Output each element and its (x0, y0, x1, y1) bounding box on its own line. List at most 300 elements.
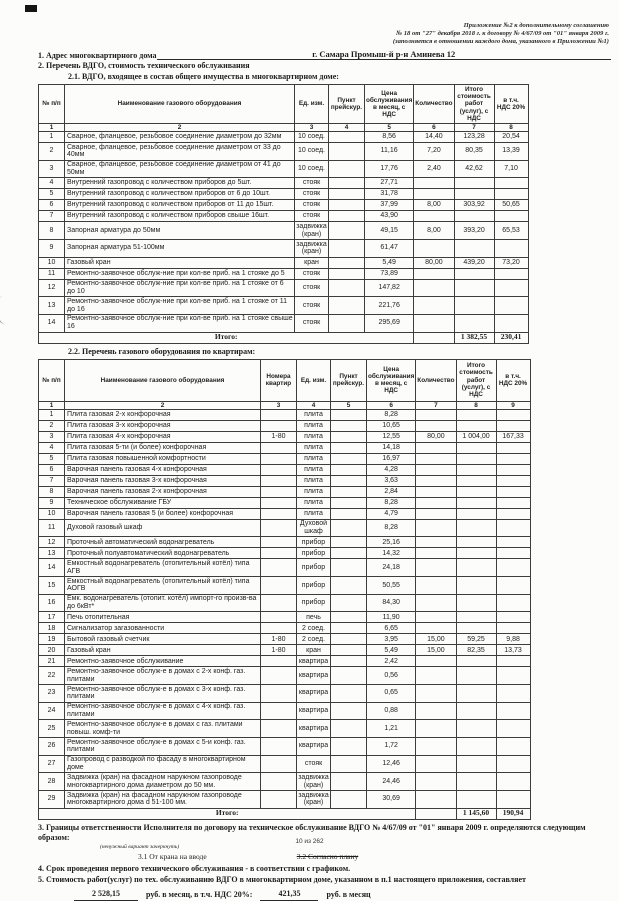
cost-end-label: руб. в месяц (326, 889, 371, 899)
cell-vat: 73,20 (494, 257, 528, 268)
vat-cost-value: 421,35 (260, 887, 318, 901)
cell-unit: печь (297, 612, 331, 623)
cell-vat (496, 453, 530, 464)
table-row (39, 645, 531, 656)
cell-punkt (329, 257, 365, 268)
cell-punkt (331, 420, 367, 431)
cell-qty (416, 453, 456, 464)
cell-punkt (331, 623, 367, 634)
cell-n: 8 (39, 486, 65, 497)
cell-vat (496, 791, 530, 809)
cell-apt (261, 773, 297, 791)
cell-unit: 10 соед. (295, 132, 329, 143)
cell-n: 1 (39, 409, 65, 420)
table2-header-qty: Количество (416, 359, 456, 401)
table2-header-punkt: Пункт прейскур. (331, 359, 367, 401)
cell-name: Ремонтно-заявочное обслуж-ние при кол-ве приб. на 1 стояке свыше 16 (65, 314, 295, 332)
cell-unit: квартира (297, 685, 331, 703)
cell-name: Ремонтно-заявочное обслуж-ние при кол-ве приб. на 1 стояке от 11 до 16 (65, 297, 295, 315)
cell-punkt (331, 577, 367, 595)
table2-colnum: 3 (261, 401, 297, 409)
cell-sum (456, 773, 496, 791)
cell-price: 5,49 (365, 257, 414, 268)
table-row (39, 548, 531, 559)
cell-name: Емкостный водонагреватель (отопительный котёл) типа АГВ (65, 559, 261, 577)
cell-qty (414, 240, 454, 258)
cell-apt (261, 486, 297, 497)
cell-apt (261, 667, 297, 685)
cell-vat (496, 559, 530, 577)
cell-name: Внутренний газопровод с количеством приборов от 11 до 15шт. (65, 200, 295, 211)
table-row (39, 132, 529, 143)
cell-price: 84,30 (367, 594, 416, 612)
cell-punkt (331, 431, 367, 442)
cell-qty: 8,00 (414, 222, 454, 240)
cell-price: 2,42 (367, 656, 416, 667)
cell-unit: плита (297, 431, 331, 442)
cell-n: 11 (39, 519, 65, 537)
cell-sum: 1 004,00 (456, 431, 496, 442)
cell-n: 18 (39, 623, 65, 634)
cell-vat (496, 594, 530, 612)
cell-vat (496, 738, 530, 756)
cell-punkt (329, 222, 365, 240)
cell-n: 15 (39, 577, 65, 595)
table-row (39, 222, 529, 240)
table-row (39, 486, 531, 497)
cell-vat (494, 314, 528, 332)
table-row (39, 464, 531, 475)
cell-qty: 2,40 (414, 160, 454, 178)
cell-punkt (331, 738, 367, 756)
cell-n: 11 (39, 268, 65, 279)
table-row (39, 431, 531, 442)
cell-name: Плита газовая 4-х конфорочная (65, 431, 261, 442)
cell-price: 3,63 (367, 475, 416, 486)
cell-qty (416, 537, 456, 548)
cell-vat (496, 464, 530, 475)
cell-name: Ремонтно-заявочное обслуж-е в домах с 3-х конф. газ. плитами (65, 685, 261, 703)
cell-price: 8,28 (367, 409, 416, 420)
cell-qty (414, 297, 454, 315)
table-row (39, 475, 531, 486)
cell-sum (454, 314, 494, 332)
cell-unit: плита (297, 453, 331, 464)
cell-name: Проточный полуавтоматический водонагреватель (65, 548, 261, 559)
cell-qty (414, 268, 454, 279)
cell-n: 7 (39, 475, 65, 486)
cell-vat (494, 178, 528, 189)
cell-sum (454, 240, 494, 258)
cell-vat: 13,39 (494, 143, 528, 161)
cell-unit: кран (295, 257, 329, 268)
table1-header-vat: в т.ч. НДС 20% (494, 85, 528, 124)
cell-punkt (329, 189, 365, 200)
table2-header-unit: Ед. изм. (297, 359, 331, 401)
cell-apt (261, 409, 297, 420)
cell-name: Плита газовая 3-х конфорочная (65, 420, 261, 431)
address-row (38, 49, 611, 60)
cell-vat (496, 519, 530, 537)
table-row (39, 773, 531, 791)
cell-unit: прибор (297, 594, 331, 612)
cell-unit: стояк (295, 314, 329, 332)
cell-price: 30,69 (367, 791, 416, 809)
cell-vat (496, 773, 530, 791)
table-row (39, 189, 529, 200)
cell-qty: 80,00 (416, 431, 456, 442)
cell-qty (414, 279, 454, 297)
cell-sum (456, 453, 496, 464)
table-row (39, 508, 531, 519)
cell-price: 8,28 (367, 519, 416, 537)
cell-punkt (331, 453, 367, 464)
cell-price: 24,46 (367, 773, 416, 791)
cell-unit: плита (297, 464, 331, 475)
cell-apt (261, 702, 297, 720)
cell-unit: стояк (297, 755, 331, 773)
cell-qty (416, 559, 456, 577)
cell-sum (456, 420, 496, 431)
cell-name: Бытовой газовый счетчик (65, 634, 261, 645)
cell-sum (456, 755, 496, 773)
cell-sum (456, 667, 496, 685)
table2-colnum: 5 (331, 401, 367, 409)
cell-price: 50,55 (367, 577, 416, 595)
cell-punkt (331, 537, 367, 548)
cell-n: 14 (39, 314, 65, 332)
table-row (39, 200, 529, 211)
table1-total-vat: 230,41 (494, 332, 528, 343)
cell-n: 16 (39, 594, 65, 612)
cell-n: 9 (39, 240, 65, 258)
cell-vat (496, 486, 530, 497)
cell-vat (494, 279, 528, 297)
cell-sum (456, 497, 496, 508)
cell-unit: 2 соед. (297, 623, 331, 634)
cell-apt (261, 420, 297, 431)
cell-qty (416, 420, 456, 431)
cell-qty: 80,00 (414, 257, 454, 268)
table-row (39, 240, 529, 258)
cell-punkt (329, 297, 365, 315)
cell-sum (456, 537, 496, 548)
cell-name: Задвижка (кран) на фасадном наружном газопроводе многоквартирного дома d 51-100 мм. (65, 791, 261, 809)
cell-vat (496, 755, 530, 773)
table2-body (39, 409, 531, 808)
cell-apt (261, 738, 297, 756)
table1-total-label: Итого: (39, 332, 414, 343)
cell-price: 49,15 (365, 222, 414, 240)
cell-apt (261, 685, 297, 703)
cell-n: 8 (39, 222, 65, 240)
table-apartments (38, 359, 531, 820)
cell-vat: 9,88 (496, 634, 530, 645)
cell-name: Ремонтно-заявочное обслуж-ние при кол-ве приб. на 1 стояке от 6 до 10 (65, 279, 295, 297)
section-3-text: 3. Границы ответственности Исполнителя по договору на техническое обслуживание ВДГО № 4/67/09 от "01" января 2009 г. определяются следующим образом: (38, 822, 586, 843)
table-row (39, 612, 531, 623)
table-row (39, 656, 531, 667)
cell-price: 1,72 (367, 738, 416, 756)
cell-n: 10 (39, 257, 65, 268)
cell-sum (456, 486, 496, 497)
cell-apt (261, 442, 297, 453)
cell-name: Внутренний газопровод с количеством приборов от 6 до 10шт. (65, 189, 295, 200)
cell-name: Внутренний газопровод с количеством приборов до 5шт. (65, 178, 295, 189)
cell-qty (414, 178, 454, 189)
cell-apt (261, 577, 297, 595)
cell-n: 24 (39, 702, 65, 720)
table-row (39, 297, 529, 315)
cell-name: Плита газовая повышенной комфортности (65, 453, 261, 464)
cell-punkt (329, 143, 365, 161)
document-header (38, 22, 611, 46)
cell-unit: задвижка (кран) (296, 222, 327, 238)
cell-price: 0,88 (367, 702, 416, 720)
cell-price: 11,16 (365, 143, 414, 161)
cell-price: 10,65 (367, 420, 416, 431)
cell-unit: квартира (297, 702, 331, 720)
cell-apt (261, 537, 297, 548)
cell-sum (456, 508, 496, 519)
cell-apt (261, 612, 297, 623)
section-4-text: 4. Срок проведения первого технического обслуживания - в соответствии с графиком. (38, 863, 351, 873)
cell-punkt (331, 508, 367, 519)
cell-unit: стояк (295, 297, 329, 315)
table-row (39, 720, 531, 738)
cell-punkt (329, 178, 365, 189)
cell-unit: квартира (297, 656, 331, 667)
table1-header-price: Цена обслуживания в месяц, с НДС (365, 85, 414, 124)
table2-header-sum: Итого стоимость работ (услуг), с НДС (456, 359, 496, 401)
cell-price: 3,95 (367, 634, 416, 645)
cell-price: 37,99 (365, 200, 414, 211)
cell-unit: плита (297, 486, 331, 497)
cell-sum (456, 702, 496, 720)
cell-name: Внутренний газопровод с количеством приборов свыше 16шт. (65, 211, 295, 222)
cell-vat (496, 656, 530, 667)
header-line-3: (заполняется в отношении каждого дома, указанного в Приложении №1) (392, 38, 609, 45)
cell-unit: прибор (297, 559, 331, 577)
cell-qty (416, 623, 456, 634)
cell-price: 73,89 (365, 268, 414, 279)
page-number: 10 из 262 (295, 838, 324, 845)
cell-unit: прибор (297, 577, 331, 595)
table2-colnum: 4 (297, 401, 331, 409)
table1-colnum: 8 (494, 123, 528, 131)
cell-n: 2 (39, 143, 65, 161)
cell-qty: 15,00 (416, 634, 456, 645)
cell-punkt (331, 634, 367, 645)
table2-head (39, 359, 531, 409)
cell-qty (416, 577, 456, 595)
cell-sum (456, 442, 496, 453)
cell-vat (494, 268, 528, 279)
cell-sum (454, 268, 494, 279)
cell-name: Емкостный водонагреватель (отопительный котёл) типа АОГВ (65, 577, 261, 595)
cell-vat (496, 623, 530, 634)
cell-qty (416, 773, 456, 791)
cell-price: 8,28 (367, 497, 416, 508)
cell-unit: прибор (297, 537, 331, 548)
cell-unit: прибор (297, 548, 331, 559)
table-row (39, 420, 531, 431)
cell-price: 295,69 (365, 314, 414, 332)
cell-price: 4,79 (367, 508, 416, 519)
cell-n: 5 (39, 453, 65, 464)
cell-punkt (329, 211, 365, 222)
cell-apt: 1-80 (261, 645, 297, 656)
cell-name: Проточный автоматический водонагреватель (65, 537, 261, 548)
cell-vat (494, 211, 528, 222)
cell-n: 5 (39, 189, 65, 200)
cell-punkt (331, 486, 367, 497)
cell-unit: плита (297, 409, 331, 420)
cell-vat: 7,10 (494, 160, 528, 178)
cell-n: 10 (39, 508, 65, 519)
cell-n: 1 (39, 132, 65, 143)
cell-n: 12 (39, 279, 65, 297)
cell-sum: 303,92 (454, 200, 494, 211)
monthly-cost-value: 2 528,15 (74, 887, 138, 901)
section-3-options (38, 851, 611, 863)
cell-vat (496, 475, 530, 486)
cell-n: 13 (39, 297, 65, 315)
cell-name: Сигнализатор загазованности (65, 623, 261, 634)
table-row (39, 755, 531, 773)
header-line-1: Приложение №2 к дополнительному соглашению (463, 22, 609, 29)
cell-sum: 42,62 (454, 160, 494, 178)
cell-unit: 10 соед. (295, 160, 329, 178)
section-2-title: 2. Перечень ВДГО, стоимость технического обслуживания (38, 61, 250, 70)
cell-price: 61,47 (365, 240, 414, 258)
cell-name: Сварное, фланцевое, резьбовое соединение диаметром до 32мм (65, 132, 295, 143)
cell-vat (496, 612, 530, 623)
cell-qty (416, 409, 456, 420)
cell-price: 43,90 (365, 211, 414, 222)
cell-apt (261, 656, 297, 667)
table2-colnum: 1 (39, 401, 65, 409)
table-row (39, 268, 529, 279)
cell-apt (261, 508, 297, 519)
cell-apt (261, 791, 297, 809)
cell-unit: квартира (297, 720, 331, 738)
cell-sum: 393,20 (454, 222, 494, 240)
cell-qty (416, 519, 456, 537)
cell-vat (494, 189, 528, 200)
table-row (39, 160, 529, 178)
table2-total-label: Итого: (39, 808, 416, 819)
cell-vat (494, 240, 528, 258)
cell-vat: 13,73 (496, 645, 530, 656)
cell-name: Плита газовая 2-х конфорочная (65, 409, 261, 420)
cell-vat: 20,54 (494, 132, 528, 143)
table2-header-vat: в т.ч. НДС 20% (496, 359, 530, 401)
cell-name: Ремонтно-заявочное обслуж-е в домах с 4-х конф. газ. плитами (65, 702, 261, 720)
cell-vat (496, 548, 530, 559)
cell-apt (261, 548, 297, 559)
cell-apt: 1-80 (261, 431, 297, 442)
cell-unit: стояк (295, 200, 329, 211)
table2-colnum: 7 (416, 401, 456, 409)
cell-sum (456, 656, 496, 667)
cell-qty (416, 720, 456, 738)
table1-total-qty (414, 332, 454, 343)
cell-price: 4,28 (367, 464, 416, 475)
cell-qty (416, 702, 456, 720)
cell-punkt (329, 200, 365, 211)
table1-body (39, 132, 529, 333)
cell-qty (416, 497, 456, 508)
section-2-1-title: 2.1. ВДГО, входящее в состав общего имущества в многоквартирном доме: (68, 72, 339, 81)
table2-total-sum: 1 145,60 (456, 808, 496, 819)
cell-name: Задвижка (кран) на фасадном наружном газопроводе многоквартирного дома диаметром до 50 мм. (65, 773, 261, 791)
cell-name: Ремонтно-заявочное обслуж-е в домах с газ. плитами повыш. комф-ти (65, 720, 261, 738)
cell-unit: 2 соед. (297, 634, 331, 645)
cell-n: 23 (39, 685, 65, 703)
cell-sum (454, 178, 494, 189)
cell-vat (496, 508, 530, 519)
cell-unit: стояк (295, 178, 329, 189)
cell-price: 14,32 (367, 548, 416, 559)
cell-punkt (331, 612, 367, 623)
cell-qty (416, 738, 456, 756)
table2-colnum: 6 (367, 401, 416, 409)
cell-n: 4 (39, 442, 65, 453)
table1-colnum: 4 (329, 123, 365, 131)
cell-unit: плита (297, 475, 331, 486)
cell-unit: стояк (295, 189, 329, 200)
cell-sum (456, 577, 496, 595)
cell-punkt (331, 667, 367, 685)
section-2-2-title: 2.2. Перечень газового оборудования по квартирам: (68, 346, 256, 356)
cell-name: Варочная панель газовая 4-х конфорочная (65, 464, 261, 475)
cell-punkt (331, 702, 367, 720)
cell-punkt (329, 132, 365, 143)
cell-unit: плита (297, 420, 331, 431)
cell-unit: задвижка (кран) (298, 773, 329, 789)
cell-qty (416, 791, 456, 809)
cell-name: Печь отопительная (65, 612, 261, 623)
cell-sum (456, 464, 496, 475)
cell-vat: 50,65 (494, 200, 528, 211)
cell-sum (456, 594, 496, 612)
cell-vat (496, 577, 530, 595)
cell-vat (496, 442, 530, 453)
cell-price: 0,65 (367, 685, 416, 703)
option-3-2-struck: 3.2 Согласно плану (296, 851, 359, 861)
cell-apt (261, 453, 297, 464)
cell-name: Техническое обслуживание ГБУ (65, 497, 261, 508)
cell-name: Сварное, фланцевое, резьбовое соединение диаметром от 33 до 40мм (65, 143, 295, 161)
cost-summary-line (38, 887, 611, 901)
table1-header-num: № п/п (39, 85, 65, 124)
cell-qty (416, 548, 456, 559)
cell-n: 13 (39, 548, 65, 559)
cell-price: 147,82 (365, 279, 414, 297)
cell-qty (416, 464, 456, 475)
cell-n: 28 (39, 773, 65, 791)
table2-colnum: 8 (456, 401, 496, 409)
table1-header-qty: Количество (414, 85, 454, 124)
section-5-text: 5. Стоимость работ(услуг) по тех. обслуживанию ВДГО в многоквартирном доме, указанном в п.1 настоящего приложения, составляет (38, 874, 526, 884)
scan-artifact-corner (25, 5, 37, 12)
cell-unit: квартира (297, 667, 331, 685)
cell-qty (416, 667, 456, 685)
cell-unit: задвижка (кран) (298, 791, 329, 807)
cell-vat (496, 667, 530, 685)
cell-price: 31,78 (365, 189, 414, 200)
